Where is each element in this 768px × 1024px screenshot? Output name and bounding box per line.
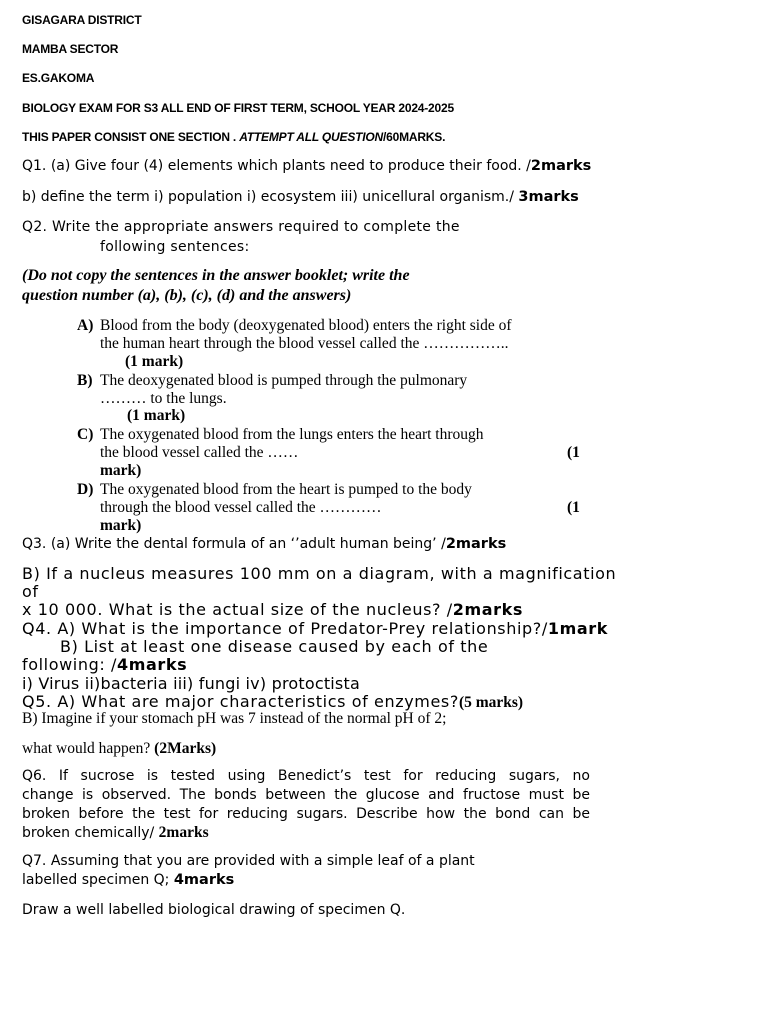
q3b-line2: of [22,582,39,601]
q3b-question [22,600,523,619]
q2-item-a-mark: (1 mark) [125,353,184,370]
q2-item-b-line2: ……… to the lungs. [100,390,227,407]
q5a-question [22,692,523,712]
q1a-marks: 2marks [530,158,592,174]
q2-item-a-line1: Blood from the body (deoxygenated blood) enters the right side of [100,317,512,334]
q6-line3: broken before the test for reducing sugars. Describe how the bond can be [22,806,590,822]
q2-item-c-line2: the blood vessel called the …… [100,444,299,461]
q4a-text: Q4. A) What is the importance of Predator-Prey relationship?/ [22,619,548,638]
q4a-marks: 1mark [547,619,609,638]
q2-item-c-line1: The oxygenated blood from the lungs enters the heart through [100,426,484,443]
q2-item-d-line1: The oxygenated blood from the heart is pumped to the body [100,481,472,498]
q5b-line1: B) Imagine if your stomach pH was 7 instead of the normal pH of 2; [22,710,447,727]
q6-line1-wrap [22,768,590,784]
q5b-marks: (2Marks) [154,740,217,757]
q2-item-b-line1: The deoxygenated blood is pumped through the pulmonary [100,372,468,389]
q2-item-d-label: D) [77,481,94,498]
q4b-question [22,655,187,674]
q4b-options: i) Virus ii)bacteria iii) fungi iv) protoctista [22,674,360,693]
q2-note-line2: question number (a), (b), (c), (d) and the answers) [22,287,352,304]
q7-line2: labelled specimen Q; [22,872,174,888]
instructions-part-b: ATTEMPT ALL QUESTION [239,130,383,144]
q7-question [22,872,234,888]
q2-item-d-mark-a: (1 [567,499,580,516]
q2-item-c-label: C) [77,426,94,443]
q6-marks: 2marks [158,824,209,841]
q2-item-a-line2: the human heart through the blood vessel called the …………….. [100,335,509,352]
q7-line3: Draw a well labelled biological drawing of specimen Q. [22,902,406,918]
q4b-line2: following: / [22,655,117,674]
exam-title: BIOLOGY EXAM FOR S3 ALL END OF FIRST TERM, SCHOOL YEAR 2024-2025 [22,101,454,115]
q2-item-c-mark-a: (1 [567,444,580,461]
q2-intro-line2: following sentences: [100,239,250,255]
q6-line1: Q6. If sucrose is tested using Benedict’s test for reducing sugars, no [22,768,590,784]
q3b-marks: 2marks [452,600,524,619]
q2-note-line1: (Do not copy the sentences in the answer booklet; write the [22,267,410,284]
q6-line2: change is observed. The bonds between the glucose and fructose must be [22,787,590,803]
q3a-marks: 2marks [445,536,507,552]
q6-question-end [22,824,209,842]
q7-marks: 4marks [173,872,235,888]
q6-line2-wrap [22,787,590,803]
q5b-question [22,740,216,758]
district-heading: GISAGARA DISTRICT [22,13,142,27]
instructions-part-a: THIS PAPER CONSIST ONE SECTION . [22,130,240,144]
q4a-question [22,619,608,638]
instructions-part-c: /60MARKS. [383,130,446,144]
q2-item-c-mark-b: mark) [100,462,142,479]
q2-item-d-line2: through the blood vessel called the ………… [100,499,382,516]
q5b-line2: what would happen? [22,740,155,757]
q2-item-b-mark: (1 mark) [127,407,186,424]
q2-intro-line1: Q2. Write the appropriate answers required to complete the [22,219,460,235]
q5a-text: Q5. A) What are major characteristics of enzymes? [22,692,459,711]
q2-item-a-label: A) [77,317,94,334]
q1b-marks: 3marks [518,189,579,205]
q3a-text: Q3. (a) Write the dental formula of an ‘’adult human being’ / [22,536,446,552]
q3a-question [22,536,506,552]
q5a-marks: (5 marks) [458,694,524,711]
q1a-text: Q1. (a) Give four (4) elements which plants need to produce their food. / [22,158,531,174]
q1a-question [22,158,591,174]
q2-item-b-label: B) [77,372,93,389]
q7-line1: Q7. Assuming that you are provided with a simple leaf of a plant [22,853,475,869]
q2-item-d-mark-b: mark) [100,517,142,534]
q4b-marks: 4marks [117,655,188,674]
exam-instructions [22,130,445,144]
q4b-line1: B) List at least one disease caused by each of the [60,637,489,656]
q1b-text: b) define the term i) population i) ecosystem iii) unicellural organism./ [22,189,519,205]
q6-line4: broken chemically/ [22,825,159,841]
q6-line3-wrap [22,806,590,822]
q3b-line3: x 10 000. What is the actual size of the nucleus? / [22,600,453,619]
q1b-question [22,189,579,205]
sector-heading: MAMBA SECTOR [22,42,119,56]
school-heading: ES.GAKOMA [22,71,95,85]
q3b-line1: B) If a nucleus measures 100 mm on a diagram, with a magnification [22,564,617,583]
